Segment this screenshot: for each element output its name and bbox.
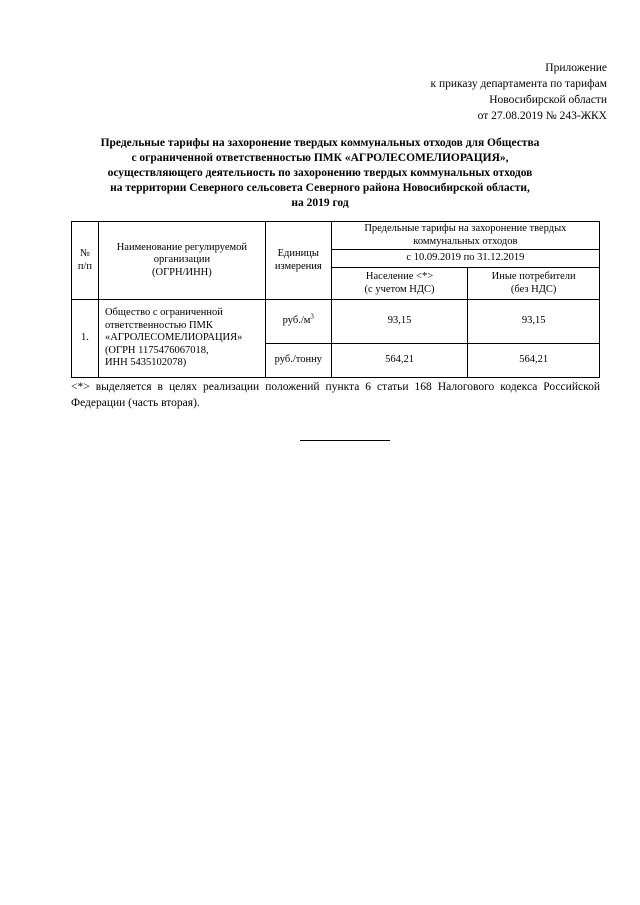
appendix-line: Новосибирской области <box>489 94 607 106</box>
document-title <box>60 136 580 211</box>
header-population-line2: (с учетом НДС) <box>364 283 435 295</box>
row-org-line2: ответственностью ПМК <box>104 319 213 331</box>
row-other-value: 564,21 <box>468 344 600 378</box>
header-num-line2: п/п <box>77 260 93 272</box>
header-units <box>265 222 331 300</box>
row-org-line5: ИНН 5435102078) <box>104 357 187 369</box>
title-line: осуществляющего деятельность по захоронению твердых коммунальных отходов <box>107 167 533 179</box>
header-population <box>331 268 468 300</box>
header-other-line1: Иные потребители <box>491 271 576 282</box>
unit-cubic-base: руб./м <box>282 315 311 327</box>
appendix-line: к приказу департамента по тарифам <box>430 78 607 90</box>
header-tariffs: Предельные тарифы на захоронение твердых коммунальных отходов <box>331 222 599 250</box>
header-org <box>98 222 265 300</box>
appendix-order-line: от 27.08.2019 № 243-ЖКХ <box>477 110 607 122</box>
header-population-line1: Население <*> <box>365 271 434 282</box>
tariffs-table <box>71 221 600 378</box>
row-population-value: 93,15 <box>331 300 468 344</box>
row-other-value: 93,15 <box>468 300 600 344</box>
row-org <box>98 300 265 378</box>
unit-cubic-sup: 3 <box>310 312 314 321</box>
row-unit-tonne: руб./тонну <box>265 344 331 378</box>
row-org-line3: «АГРОЛЕСОМЕЛИОРАЦИЯ» <box>104 332 243 344</box>
row-org-line1: Общество с ограниченной <box>104 307 223 319</box>
header-other <box>468 268 600 300</box>
header-org-line1: Наименование регулируемой <box>116 241 248 253</box>
header-period: с 10.09.2019 по 31.12.2019 <box>331 250 599 268</box>
header-org-line2: организации <box>153 254 211 266</box>
appendix-line: Приложение <box>545 62 607 74</box>
header-org-line3: (ОГРН/ИНН) <box>152 266 212 278</box>
row-org-line4: (ОГРН 1175476067018, <box>104 344 209 356</box>
title-line: на территории Северного сельсовета Северного района Новосибирской области, <box>110 182 530 194</box>
row-num: 1. <box>72 300 99 378</box>
table-header-row <box>72 222 600 250</box>
table-row <box>72 300 600 344</box>
title-line: на 2019 год <box>291 197 349 209</box>
row-population-value: 564,21 <box>331 344 468 378</box>
header-units-line2: измерения <box>274 260 322 272</box>
row-unit-cubic <box>265 300 331 344</box>
header-num <box>72 222 99 300</box>
footnote: <*> выделяется в целях реализации положений пункта 6 статьи 168 Налогового кодекса Российской Федерации (часть вторая). <box>71 381 600 409</box>
title-line: Предельные тарифы на захоронение твердых коммунальных отходов для Общества <box>100 137 540 149</box>
header-units-line1: Единицы <box>277 248 319 259</box>
title-line: с ограниченной ответственностью ПМК «АГРОЛЕСОМЕЛИОРАЦИЯ», <box>131 152 509 164</box>
appendix-header <box>430 60 607 124</box>
closing-divider <box>300 440 390 441</box>
header-num-line1: № <box>79 248 90 259</box>
header-other-line2: (без НДС) <box>510 283 557 295</box>
